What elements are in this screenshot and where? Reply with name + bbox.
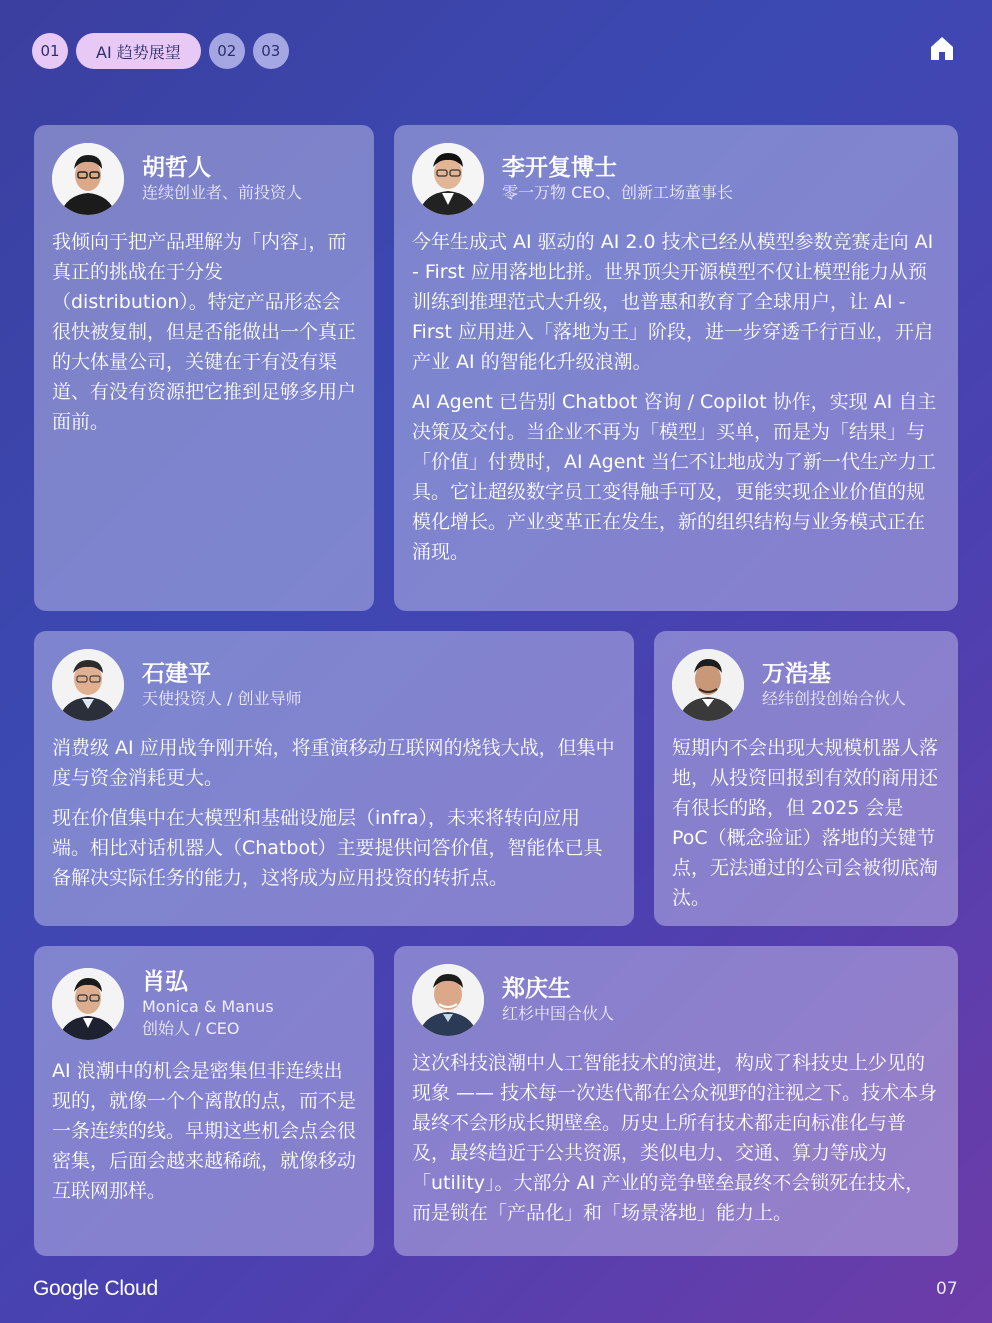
quote-card-kai-fu-lee	[394, 125, 958, 611]
nav-section-label[interactable]: AI 趋势展望	[76, 33, 201, 69]
person-name: 胡哲人	[142, 155, 211, 181]
page-number: 07	[936, 1279, 958, 1299]
person-name: 肖弘	[142, 969, 188, 995]
quote-card-zheng-qingsheng	[394, 946, 958, 1256]
avatar	[52, 143, 124, 215]
quote-paragraph: AI 浪潮中的机会是密集但非连续出现的，就像一个个离散的点，而不是一条连续的线。早期这些机会点会很密集，后面会越来越稀疏，就像移动互联网那样。	[52, 1060, 357, 1202]
quote-card-hu-zheren	[34, 125, 374, 611]
person-name: 石建平	[142, 661, 211, 687]
quote-card-wan-haoji	[654, 631, 958, 926]
person-name: 万浩基	[762, 661, 831, 687]
quote-paragraph: 现在价值集中在大模型和基础设施层（infra），未来将转向应用端。相比对话机器人（Chatbot）主要提供问答价值，智能体已具备解决实际任务的能力，这将成为应用投资的转折点。	[52, 807, 603, 889]
quote-card-shi-jianping	[34, 631, 634, 926]
avatar	[672, 649, 744, 721]
card-header	[412, 960, 940, 1040]
quote-text	[412, 227, 940, 567]
person-title: Monica & Manus	[142, 997, 274, 1016]
home-icon[interactable]	[928, 34, 956, 62]
avatar	[52, 649, 124, 721]
quote-text	[52, 733, 616, 893]
nav-page-02[interactable]: 02	[209, 33, 245, 69]
nav-page-03[interactable]: 03	[253, 33, 289, 69]
card-header	[52, 960, 356, 1048]
section-nav	[32, 32, 289, 70]
quote-text	[672, 733, 940, 913]
person-title: 红杉中国合伙人	[502, 1004, 615, 1023]
nav-page-01[interactable]: 01	[32, 33, 68, 69]
person-name: 郑庆生	[502, 976, 571, 1002]
quote-paragraph: 今年生成式 AI 驱动的 AI 2.0 技术已经从模型参数竞赛走向 AI - First 应用落地比拼。世界顶尖开源模型不仅让模型能力从预训练到推理范式大升级，也普惠和教育了全球用户，让 AI - First 应用进入「落地为王」阶段，进一步穿透千行百业，开启产业 AI 的智能化升级浪潮。	[412, 231, 934, 373]
quote-text	[52, 1056, 356, 1206]
avatar	[52, 968, 124, 1040]
quote-paragraph: 我倾向于把产品理解为「内容」，而真正的挑战在于分发（distribution）。特定产品形态会很快被复制，但是否能做出一个真正的大体量公司，关键在于有没有渠道、有没有资源把它推到足够多用户面前。	[52, 231, 357, 433]
card-header	[52, 139, 356, 219]
quote-paragraph: 短期内不会出现大规模机器人落地，从投资回报到有效的商用还有很长的路，但 2025 会是 PoC（概念验证）落地的关键节点，无法通过的公司会被彻底淘汰。	[672, 737, 939, 909]
quote-paragraph: 消费级 AI 应用战争刚开始，将重演移动互联网的烧钱大战，但集中度与资金消耗更大。	[52, 737, 615, 789]
card-header	[412, 139, 940, 219]
card-header	[52, 645, 616, 725]
avatar	[412, 964, 484, 1036]
person-title: 连续创业者、前投资人	[142, 183, 303, 202]
card-header	[672, 645, 940, 725]
quote-paragraph: 这次科技浪潮中人工智能技术的演进，构成了科技史上少见的现象 —— 技术每一次迭代都在公众视野的注视之下。技术本身最终不会形成长期壁垒。历史上所有技术都走向标准化与普及，最终趋近于公共资源，类似电力、交通、算力等成为 「utility」。大部分 AI 产业的竞争壁垒最终不会锁死在技术，而是锁在「产品化」和「场景落地」能力上。	[412, 1052, 938, 1224]
quote-paragraph: AI Agent 已告别 Chatbot 咨询 / Copilot 协作，实现 AI 自主决策及交付。当企业不再为「模型」买单，而是为「结果」与「价值」付费时，AI Agent 当仁不让地成为了新一代生产力工具。它让超级数字员工变得触手可及，更能实现企业价值的规模化增长。产业变革正在发生，新的组织结构与业务模式正在涌现。	[412, 391, 937, 563]
person-title-line-2: 创始人 / CEO	[142, 1019, 240, 1038]
quote-card-xiao-hong	[34, 946, 374, 1256]
quote-text	[412, 1048, 940, 1228]
avatar	[412, 143, 484, 215]
person-name: 李开复博士	[502, 155, 617, 181]
quote-text	[52, 227, 356, 437]
person-title: 天使投资人 / 创业导师	[142, 689, 302, 708]
person-title: 经纬创投创始合伙人	[762, 689, 907, 708]
google-cloud-logo: Google Cloud	[33, 1277, 158, 1300]
person-title: 零一万物 CEO、创新工场董事长	[502, 183, 733, 202]
